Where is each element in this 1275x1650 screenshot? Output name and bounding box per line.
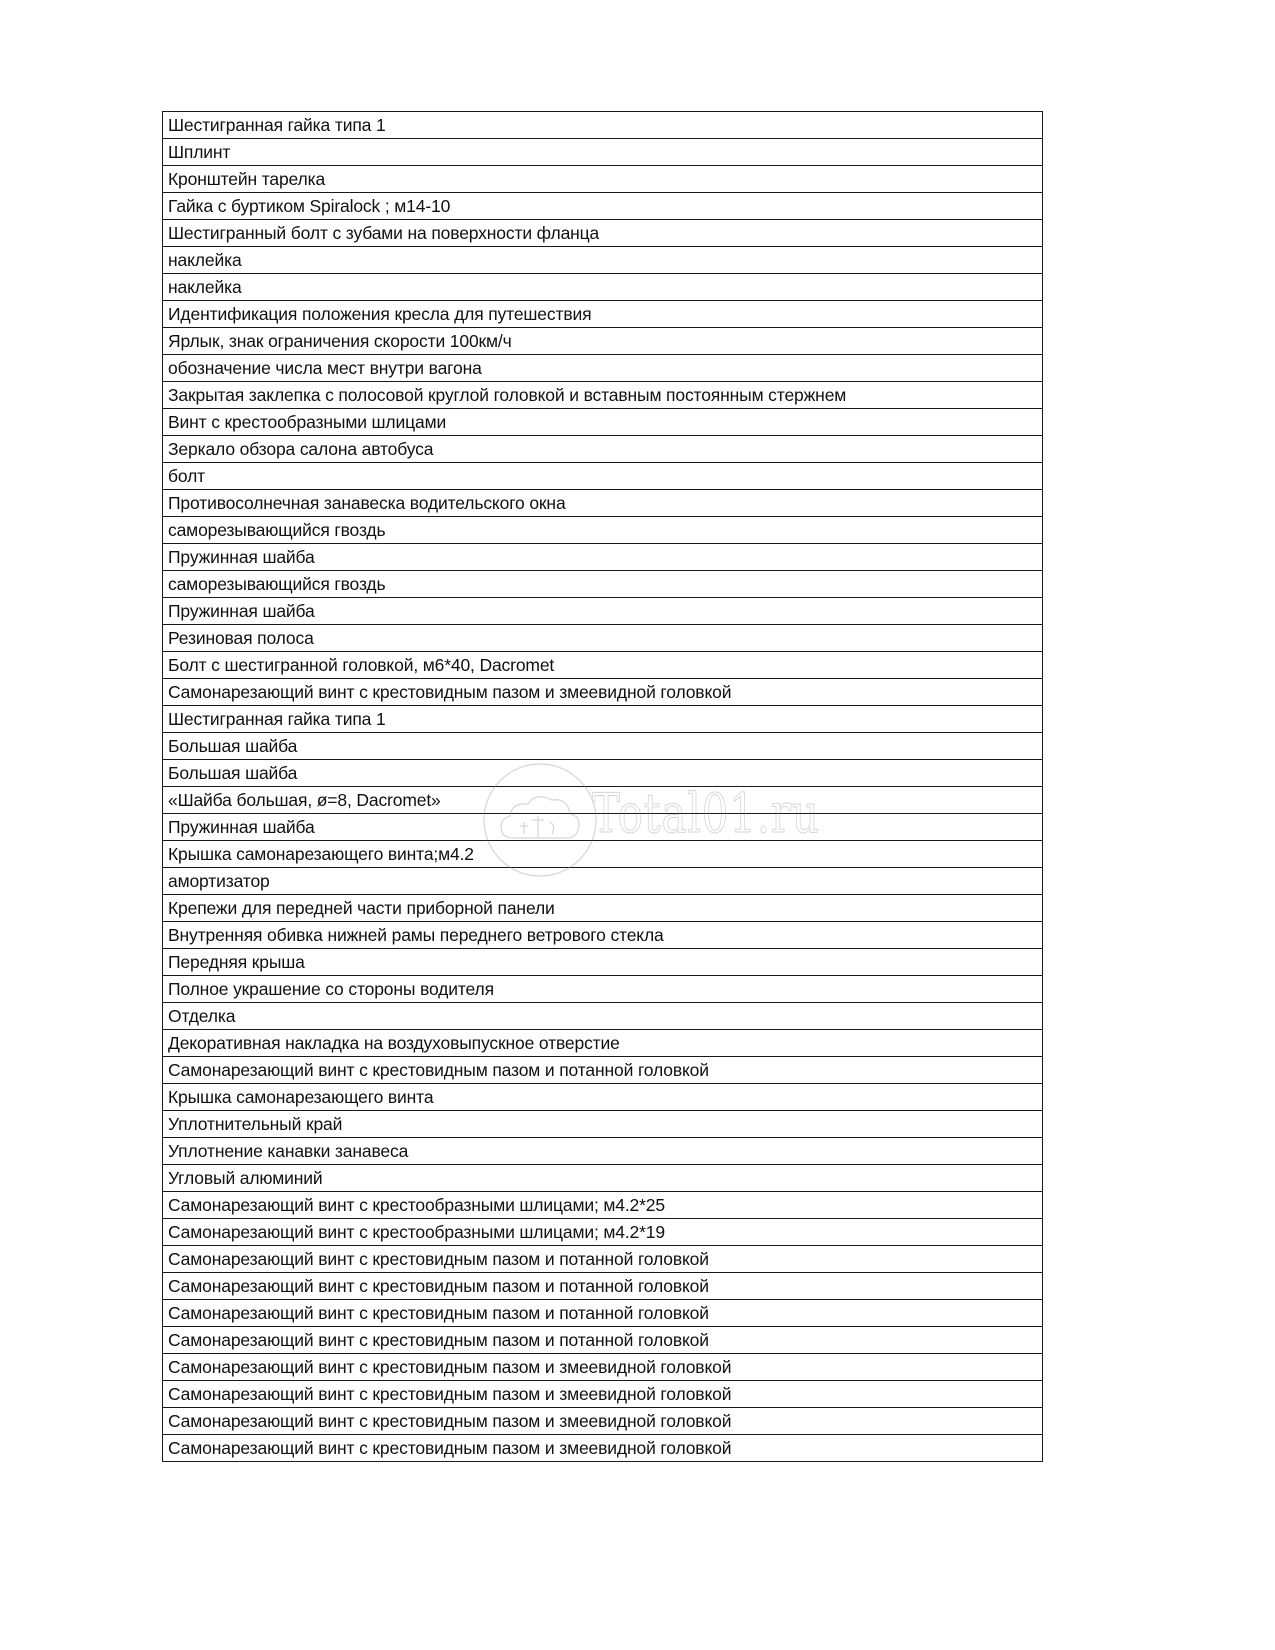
table-row [163,1408,1043,1435]
table-row [163,1381,1043,1408]
table-cell: Резиновая полоса [163,625,1043,652]
table-row [163,679,1043,706]
table-cell: Самонарезающий винт с крестовидным пазом и змеевидной головкой [163,1354,1043,1381]
table-row [163,355,1043,382]
table-row [163,814,1043,841]
table-row [163,922,1043,949]
table-cell: Шплинт [163,139,1043,166]
parts-table [162,111,1043,1462]
table-row [163,1030,1043,1057]
table-cell: Кронштейн тарелка [163,166,1043,193]
table-row [163,895,1043,922]
table-cell: Уплотнительный край [163,1111,1043,1138]
table-cell: наклейка [163,274,1043,301]
table-cell: Самонарезающий винт с крестовидным пазом и потанной головкой [163,1327,1043,1354]
table-row [163,1165,1043,1192]
table-cell: Самонарезающий винт с крестообразными шлицами; м4.2*19 [163,1219,1043,1246]
table-row [163,787,1043,814]
table-row [163,112,1043,139]
table-row [163,1057,1043,1084]
table-cell: Самонарезающий винт с крестовидным пазом и потанной головкой [163,1273,1043,1300]
table-row [163,1246,1043,1273]
table-row [163,706,1043,733]
table-row [163,166,1043,193]
table-row [163,1435,1043,1462]
table-row [163,463,1043,490]
table-cell: саморезывающийся гвоздь [163,517,1043,544]
table-cell: Самонарезающий винт с крестовидным пазом и змеевидной головкой [163,1381,1043,1408]
table-row [163,625,1043,652]
table-row [163,436,1043,463]
table-cell: Передняя крыша [163,949,1043,976]
table-row [163,328,1043,355]
table-cell: Закрытая заклепка с полосовой круглой головкой и вставным постоянным стержнем [163,382,1043,409]
table-row [163,1084,1043,1111]
table-row [163,220,1043,247]
table-cell: Шестигранный болт с зубами на поверхности фланца [163,220,1043,247]
table-row [163,382,1043,409]
table-cell: Большая шайба [163,760,1043,787]
table-row [163,652,1043,679]
table-cell: Пружинная шайба [163,544,1043,571]
table-cell: Самонарезающий винт с крестообразными шлицами; м4.2*25 [163,1192,1043,1219]
table-row [163,274,1043,301]
table-cell: саморезывающийся гвоздь [163,571,1043,598]
table-row [163,544,1043,571]
table-row [163,301,1043,328]
parts-table-body [163,112,1043,1462]
table-cell: Декоративная накладка на воздуховыпускное отверстие [163,1030,1043,1057]
table-cell: Крышка самонарезающего винта;м4.2 [163,841,1043,868]
table-row [163,868,1043,895]
table-cell: Гайка с буртиком Spiralock ; м14-10 [163,193,1043,220]
table-row [163,490,1043,517]
table-row [163,193,1043,220]
table-row [163,1111,1043,1138]
table-cell: Крепежи для передней части приборной панели [163,895,1043,922]
table-row [163,760,1043,787]
table-cell: «Шайба большая, ø=8, Dacromet» [163,787,1043,814]
table-cell: Самонарезающий винт с крестовидным пазом и змеевидной головкой [163,1408,1043,1435]
table-cell: Внутренняя обивка нижней рамы переднего ветрового стекла [163,922,1043,949]
table-cell: Отделка [163,1003,1043,1030]
table-cell: Ярлык, знак ограничения скорости 100км/ч [163,328,1043,355]
table-cell: Самонарезающий винт с крестовидным пазом и змеевидной головкой [163,679,1043,706]
table-cell: обозначение числа мест внутри вагона [163,355,1043,382]
table-cell: Крышка самонарезающего винта [163,1084,1043,1111]
table-row [163,1354,1043,1381]
table-row [163,247,1043,274]
table-cell: Самонарезающий винт с крестовидным пазом и потанной головкой [163,1057,1043,1084]
table-row [163,733,1043,760]
watermark-text: Total01.ru [592,782,820,845]
table-row [163,517,1043,544]
table-cell: болт [163,463,1043,490]
table-row [163,841,1043,868]
table-row [163,1327,1043,1354]
table-row [163,1219,1043,1246]
table-cell: Противосолнечная занавеска водительского окна [163,490,1043,517]
table-row [163,949,1043,976]
table-row [163,1273,1043,1300]
table-cell: Идентификация положения кресла для путешествия [163,301,1043,328]
table-cell: амортизатор [163,868,1043,895]
table-row [163,571,1043,598]
table-row [163,139,1043,166]
table-row [163,1003,1043,1030]
table-cell: Полное украшение со стороны водителя [163,976,1043,1003]
table-cell: Шестигранная гайка типа 1 [163,706,1043,733]
table-cell: Болт с шестигранной головкой, м6*40, Dacromet [163,652,1043,679]
table-cell: Пружинная шайба [163,814,1043,841]
table-row [163,1192,1043,1219]
table-cell: Шестигранная гайка типа 1 [163,112,1043,139]
table-cell: Самонарезающий винт с крестовидным пазом и потанной головкой [163,1300,1043,1327]
table-cell: Самонарезающий винт с крестовидным пазом и змеевидной головкой [163,1435,1043,1462]
table-row [163,976,1043,1003]
table-cell: Уплотнение канавки занавеса [163,1138,1043,1165]
table-cell: наклейка [163,247,1043,274]
table-row [163,1300,1043,1327]
table-cell: Самонарезающий винт с крестовидным пазом и потанной головкой [163,1246,1043,1273]
table-row [163,1138,1043,1165]
table-cell: Винт с крестообразными шлицами [163,409,1043,436]
table-row [163,409,1043,436]
table-cell: Зеркало обзора салона автобуса [163,436,1043,463]
table-cell: Пружинная шайба [163,598,1043,625]
table-row [163,598,1043,625]
table-cell: Большая шайба [163,733,1043,760]
table-cell: Угловый алюминий [163,1165,1043,1192]
